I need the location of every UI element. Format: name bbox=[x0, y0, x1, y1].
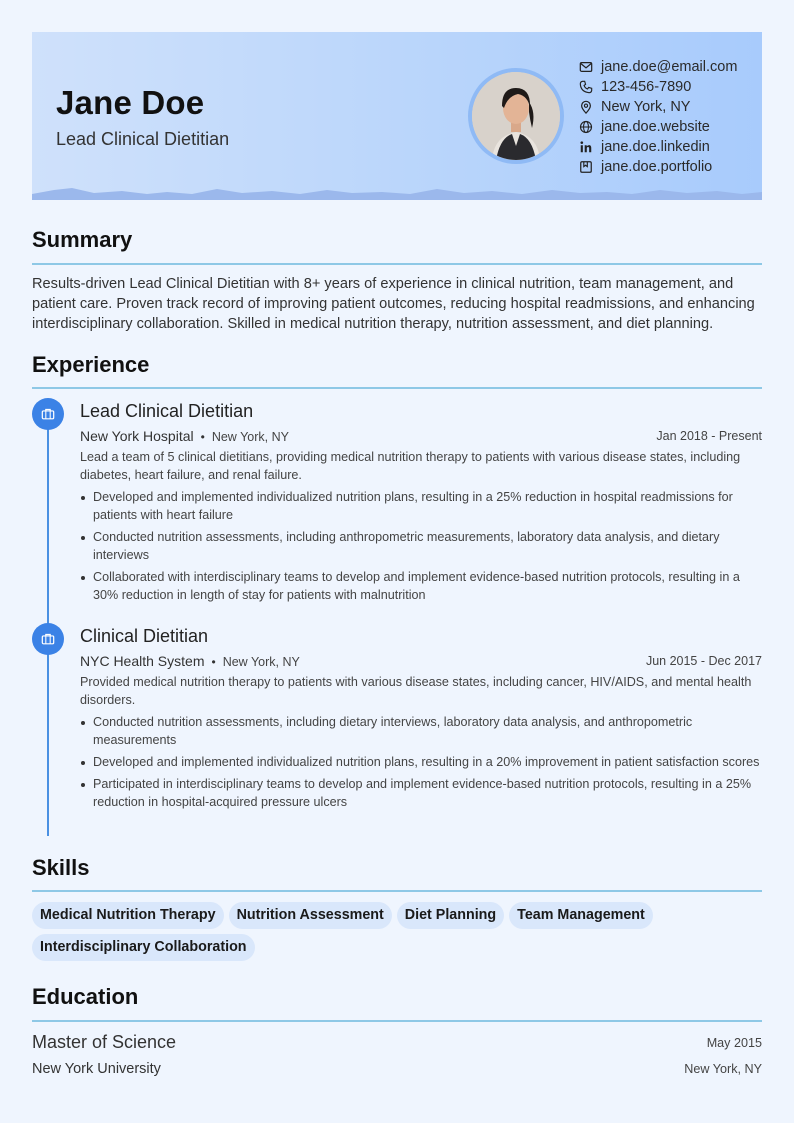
contact-website[interactable]: jane.doe.website bbox=[578, 117, 737, 137]
summary-divider bbox=[32, 263, 762, 265]
phone-icon bbox=[578, 79, 594, 95]
list-item: Conducted nutrition assessments, including dietary interviews, laboratory data analysis, and anthropometric measurements bbox=[80, 713, 762, 749]
portfolio-icon bbox=[578, 159, 594, 175]
contact-list bbox=[578, 57, 737, 177]
contact-linkedin[interactable]: jane.doe.linkedin bbox=[578, 137, 737, 157]
candidate-role: Lead Clinical Dietitian bbox=[56, 129, 230, 149]
job-achievements bbox=[80, 713, 762, 811]
skill-chip: Nutrition Assessment bbox=[229, 902, 392, 929]
experience-entry bbox=[80, 623, 762, 815]
contact-location: New York, NY bbox=[578, 97, 737, 117]
experience-heading: Experience bbox=[32, 352, 150, 377]
summary-text: Results-driven Lead Clinical Dietitian with 8+ years of experience in clinical nutrition, team management, and patient care. Proven track record of improving patient outcomes, reducing hospital readmissions, and enhancing interdisciplinary collaboration. Skilled in medical nutrition therapy, nutrition assessment, and diet planning. bbox=[32, 276, 755, 332]
avatar bbox=[472, 72, 560, 160]
list-item: Participated in interdisciplinary teams to develop and implement evidence-based nutrition protocols, resulting in a 25% reduction in hospital-acquired pressure ulcers bbox=[80, 775, 762, 811]
mail-icon bbox=[578, 59, 594, 75]
job-meta: New York Hospital • New York, NY Jan 2018 - Present bbox=[80, 424, 762, 448]
contact-email[interactable]: jane.doe@email.com bbox=[578, 57, 737, 77]
skills-list bbox=[32, 902, 762, 966]
list-item: Collaborated with interdisciplinary teams to develop and implement evidence-based nutrition protocols, resulting in a 30% reduction in length of stay for patients with malnutrition bbox=[80, 568, 762, 604]
job-title: Clinical Dietitian bbox=[80, 626, 209, 646]
skill-chip: Diet Planning bbox=[397, 902, 504, 929]
job-dates: Jan 2018 - Present bbox=[656, 429, 762, 443]
education-school: New York University bbox=[32, 1061, 161, 1077]
education-degree: Master of Science bbox=[32, 1032, 177, 1052]
skills-heading: Skills bbox=[32, 855, 90, 880]
briefcase-icon bbox=[41, 632, 55, 646]
header-wave-decoration bbox=[32, 184, 762, 200]
job-briefcase-marker bbox=[32, 623, 64, 655]
briefcase-icon bbox=[41, 407, 55, 421]
job-description: Provided medical nutrition therapy to patients with various disease states, including cancer, HIV/AIDS, and mental health disorders. bbox=[80, 675, 752, 707]
skill-chip: Medical Nutrition Therapy bbox=[32, 902, 224, 929]
linkedin-icon bbox=[578, 139, 594, 155]
list-item: Conducted nutrition assessments, including anthropometric measurements, laboratory data analysis, and dietary interviews bbox=[80, 528, 762, 564]
job-meta: NYC Health System • New York, NY Jun 2015 - Dec 2017 bbox=[80, 649, 762, 673]
skill-chip: Team Management bbox=[509, 902, 653, 929]
list-item: Developed and implemented individualized nutrition plans, resulting in a 20% improvement in patient satisfaction scores bbox=[80, 753, 762, 771]
job-location: New York, NY bbox=[211, 430, 289, 444]
education-date: May 2015 bbox=[706, 1036, 762, 1050]
summary-heading: Summary bbox=[32, 227, 133, 252]
education-location: New York, NY bbox=[684, 1062, 762, 1076]
skill-chip: Interdisciplinary Collaboration bbox=[32, 934, 255, 961]
job-title: Lead Clinical Dietitian bbox=[80, 401, 254, 421]
job-description: Lead a team of 5 clinical dietitians, providing medical nutrition therapy to patients with various disease states, including diabetes, heart failure, and renal failure. bbox=[80, 450, 741, 482]
experience-entry bbox=[80, 398, 762, 608]
candidate-name: Jane Doe bbox=[56, 84, 205, 121]
education-heading: Education bbox=[32, 984, 139, 1009]
job-company: New York Hospital bbox=[80, 428, 194, 444]
job-dates: Jun 2015 - Dec 2017 bbox=[645, 654, 762, 668]
contact-portfolio[interactable]: jane.doe.portfolio bbox=[578, 157, 737, 177]
job-briefcase-marker bbox=[32, 398, 64, 430]
resume-header bbox=[32, 32, 762, 200]
list-item: Developed and implemented individualized nutrition plans, resulting in a 25% reduction in hospital readmissions for patients with heart failure bbox=[80, 488, 762, 524]
job-achievements bbox=[80, 488, 762, 604]
experience-divider bbox=[32, 387, 762, 389]
education-divider bbox=[32, 1020, 762, 1022]
profile-photo bbox=[468, 68, 564, 164]
contact-phone[interactable]: 123-456-7890 bbox=[578, 77, 737, 97]
location-pin-icon bbox=[578, 99, 594, 115]
job-location: New York, NY bbox=[222, 655, 300, 669]
job-company: NYC Health System bbox=[80, 653, 205, 669]
skills-divider bbox=[32, 890, 762, 892]
globe-icon bbox=[578, 119, 594, 135]
